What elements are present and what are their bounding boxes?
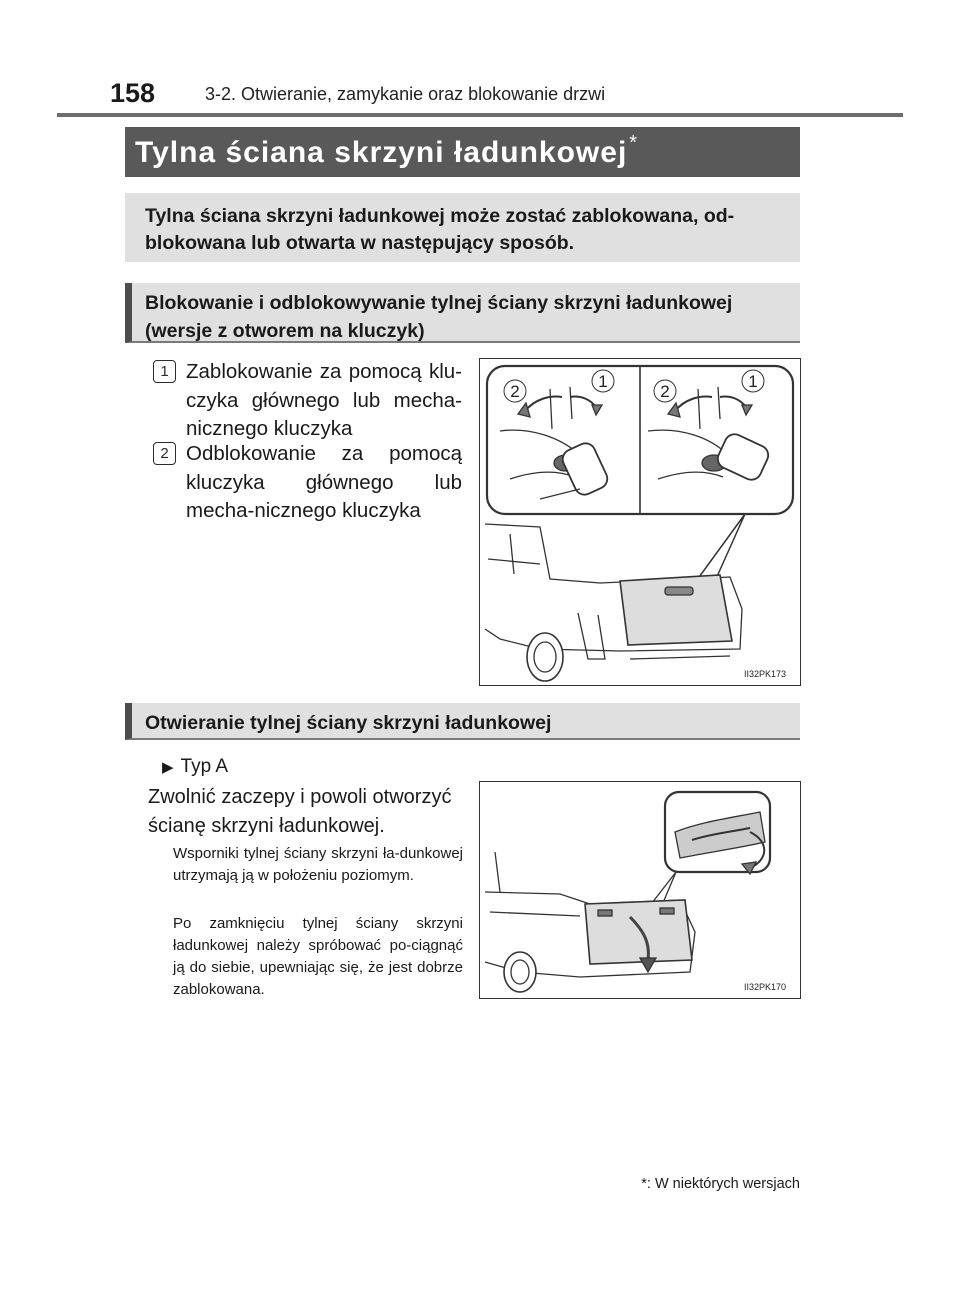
title-bar: [125, 127, 800, 177]
callout-2b: 2: [660, 382, 670, 401]
footnote: [641, 1176, 800, 1192]
intro-text: Tylna ściana skrzyni ładunkowej może zostać zablokowana, od-blokowana lub otwarta w następujący sposób.: [145, 205, 735, 254]
opening-instruction: Zwolnić zaczepy i powoli otworzyć ścianę skrzyni ładunkowej.: [148, 786, 452, 837]
note-1: Wsporniki tylnej ściany skrzyni ła-dunkowej utrzymają ją w położeniu poziomym.: [173, 845, 463, 884]
triangle-bullet-icon: ▶: [162, 759, 174, 776]
section-heading-locking: [125, 283, 800, 343]
section-path: 3-2. Otwieranie, zamykanie oraz blokowanie drzwi: [205, 84, 606, 104]
step-badge-1: 1: [153, 360, 176, 383]
tailgate-opening-illustration: [479, 781, 801, 999]
section-heading-opening-text: Otwieranie tylnej ściany skrzyni ładunkowej: [145, 712, 552, 734]
tailgate-key-illustration: [479, 358, 801, 686]
type-label: [162, 756, 228, 778]
header-rule: [57, 113, 903, 117]
page-title-text: Tylna ściana skrzyni ładunkowej: [135, 136, 628, 169]
callout-1b: 1: [748, 372, 758, 391]
callout-2a: 2: [510, 382, 520, 401]
step-1-text: Zablokowanie za pomocą klu-czyka głównego lub mecha-nicznego kluczyka: [186, 360, 462, 440]
page-title: [135, 132, 639, 170]
note-2: Po zamknięciu tylnej ściany skrzyni ładunkowej należy spróbować po-ciągnąć ją do siebie, upewniając się, że jest dobrze zablokowana.: [173, 915, 463, 998]
tailgate-key-drawing: [480, 359, 800, 685]
callout-1a: 1: [598, 372, 608, 391]
intro-box: [125, 193, 800, 262]
footnote-asterisk: *: [641, 1176, 647, 1192]
section-heading-opening: [125, 703, 800, 740]
tailgate-opening-drawing: [480, 782, 800, 998]
step-2-text: Odblokowanie za pomocą kluczyka głównego lub mecha-nicznego kluczyka: [186, 442, 462, 522]
figure-code: II32PK173: [743, 669, 786, 679]
section-heading-locking-text: Blokowanie i odblokowywanie tylnej ściany skrzyni ładunkowej (wersje z otworem na kluczyk): [145, 292, 733, 342]
figure-code: II32PK170: [743, 982, 786, 992]
type-label-text: Typ A: [180, 756, 229, 777]
footnote-text: : W niektórych wersjach: [646, 1176, 800, 1192]
page-number: 158: [110, 78, 156, 108]
step-badge-2: 2: [153, 442, 176, 465]
title-asterisk: *: [629, 132, 639, 154]
